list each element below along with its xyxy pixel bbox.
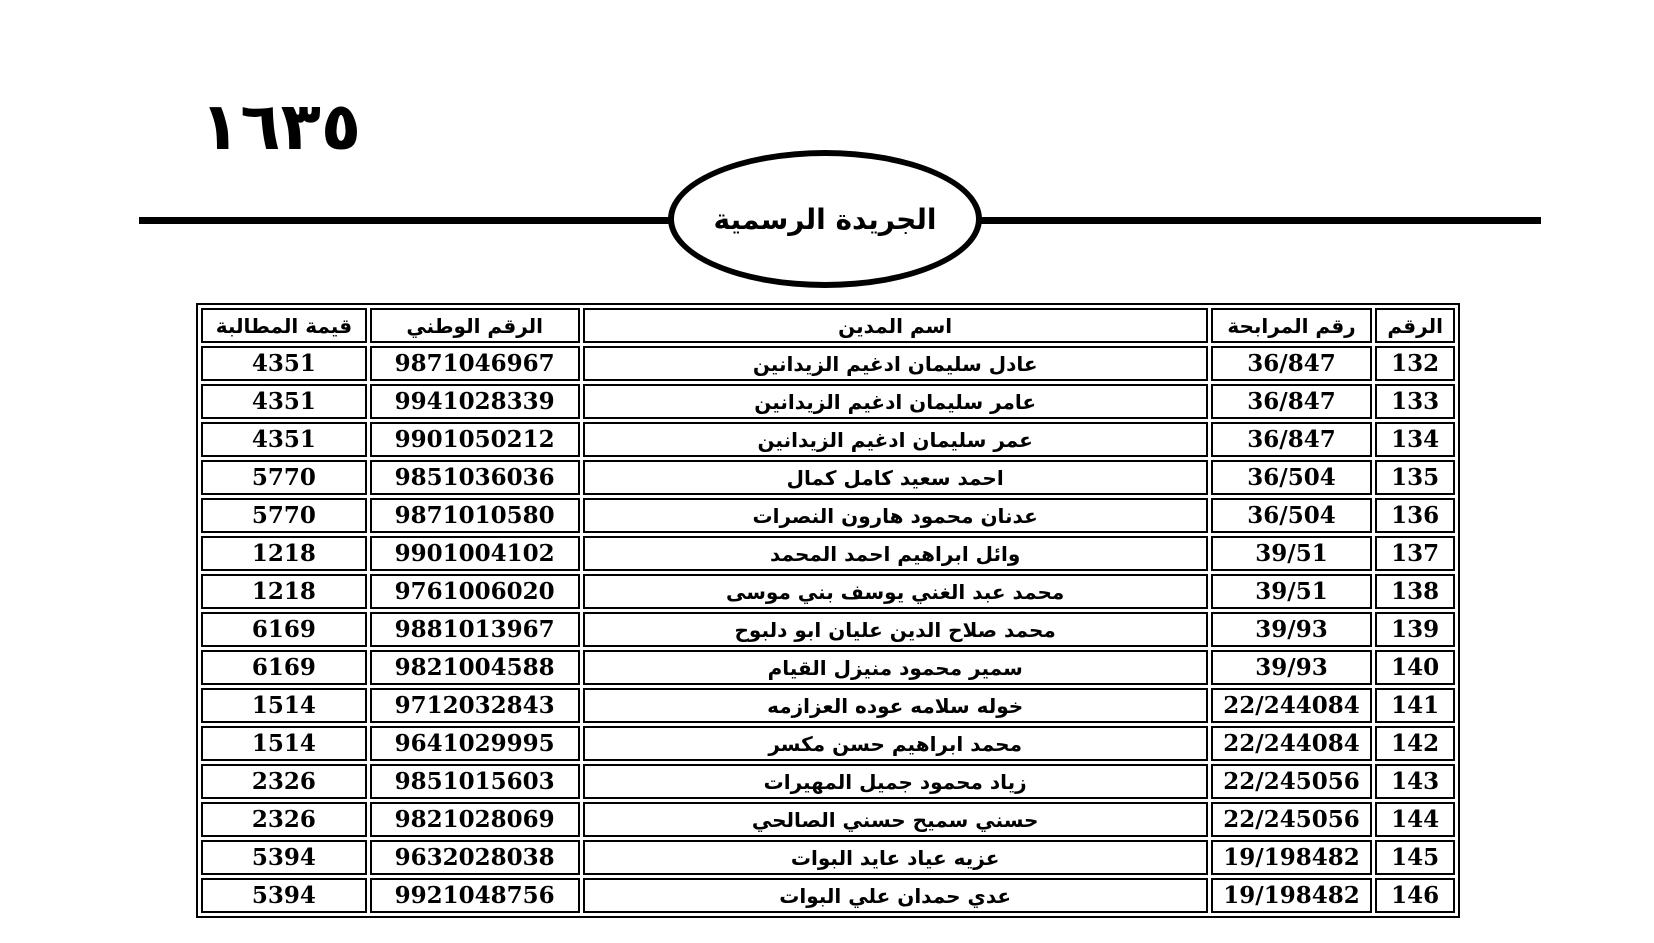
- cell-debtor: محمد ابراهيم حسن مكسر: [583, 726, 1208, 761]
- table-row: [201, 726, 1455, 761]
- cell-murabaha: 22/245056: [1211, 802, 1373, 837]
- cell-index: 138: [1375, 574, 1455, 609]
- cell-claim: 5394: [201, 840, 367, 875]
- cell-claim: 4351: [201, 384, 367, 419]
- cell-national-id: 9821004588: [370, 650, 580, 685]
- cell-claim: 1514: [201, 726, 367, 761]
- table-row: [201, 346, 1455, 381]
- cell-debtor: عمر سليمان ادغيم الزيدانين: [583, 422, 1208, 457]
- table-row: [201, 422, 1455, 457]
- table-row: [201, 574, 1455, 609]
- cell-index: 133: [1375, 384, 1455, 419]
- cell-national-id: 9761006020: [370, 574, 580, 609]
- cell-national-id: 9901050212: [370, 422, 580, 457]
- cell-national-id: 9921048756: [370, 878, 580, 913]
- header-murabaha: رقم المرابحة: [1211, 308, 1373, 343]
- cell-national-id: 9871010580: [370, 498, 580, 533]
- cell-debtor: عزيه عياد عايد البوات: [583, 840, 1208, 875]
- table-row: [201, 802, 1455, 837]
- table-row: [201, 878, 1455, 913]
- cell-debtor: عامر سليمان ادغيم الزيدانين: [583, 384, 1208, 419]
- table-row: [201, 840, 1455, 875]
- cell-murabaha: 39/93: [1211, 612, 1373, 647]
- table-row: [201, 384, 1455, 419]
- cell-debtor: عدنان محمود هارون النصرات: [583, 498, 1208, 533]
- cell-claim: 1218: [201, 536, 367, 571]
- cell-murabaha: 22/245056: [1211, 764, 1373, 799]
- cell-debtor: زياد محمود جميل المهيرات: [583, 764, 1208, 799]
- cell-claim: 4351: [201, 346, 367, 381]
- cell-murabaha: 36/847: [1211, 422, 1373, 457]
- header-claim: قيمة المطالبة: [201, 308, 367, 343]
- table-row: [201, 612, 1455, 647]
- cell-claim: 5394: [201, 878, 367, 913]
- cell-index: 137: [1375, 536, 1455, 571]
- cell-murabaha: 39/93: [1211, 650, 1373, 685]
- cell-national-id: 9871046967: [370, 346, 580, 381]
- cell-index: 142: [1375, 726, 1455, 761]
- cell-debtor: عادل سليمان ادغيم الزيدانين: [583, 346, 1208, 381]
- cell-murabaha: 39/51: [1211, 574, 1373, 609]
- cell-national-id: 9901004102: [370, 536, 580, 571]
- table-body: [201, 346, 1455, 913]
- cell-murabaha: 36/847: [1211, 346, 1373, 381]
- cell-debtor: عدي حمدان علي البوات: [583, 878, 1208, 913]
- cell-murabaha: 22/244084: [1211, 688, 1373, 723]
- cell-national-id: 9851036036: [370, 460, 580, 495]
- cell-national-id: 9851015603: [370, 764, 580, 799]
- table-header-row: [201, 308, 1455, 343]
- masthead-title: الجريدة الرسمية: [713, 202, 937, 236]
- cell-debtor: حسني سميح حسني الصالحي: [583, 802, 1208, 837]
- cell-national-id: 9821028069: [370, 802, 580, 837]
- cell-murabaha: 36/504: [1211, 460, 1373, 495]
- cell-debtor: سمير محمود منيزل القيام: [583, 650, 1208, 685]
- table-row: [201, 688, 1455, 723]
- cell-claim: 5770: [201, 498, 367, 533]
- cell-claim: 6169: [201, 650, 367, 685]
- cell-index: 135: [1375, 460, 1455, 495]
- cell-murabaha: 19/198482: [1211, 878, 1373, 913]
- cell-index: 145: [1375, 840, 1455, 875]
- cell-claim: 4351: [201, 422, 367, 457]
- cell-murabaha: 19/198482: [1211, 840, 1373, 875]
- header-index: الرقم: [1375, 308, 1455, 343]
- header-national-id: الرقم الوطني: [370, 308, 580, 343]
- cell-murabaha: 36/847: [1211, 384, 1373, 419]
- table-row: [201, 764, 1455, 799]
- cell-index: 143: [1375, 764, 1455, 799]
- cell-debtor: محمد عبد الغني يوسف بني موسى: [583, 574, 1208, 609]
- cell-national-id: 9641029995: [370, 726, 580, 761]
- cell-claim: 2326: [201, 802, 367, 837]
- cell-index: 144: [1375, 802, 1455, 837]
- cell-debtor: وائل ابراهيم احمد المحمد: [583, 536, 1208, 571]
- table-row: [201, 650, 1455, 685]
- cell-national-id: 9712032843: [370, 688, 580, 723]
- cell-debtor: خوله سلامه عوده العزازمه: [583, 688, 1208, 723]
- cell-index: 141: [1375, 688, 1455, 723]
- table-row: [201, 460, 1455, 495]
- cell-debtor: محمد صلاح الدين عليان ابو دلبوح: [583, 612, 1208, 647]
- cell-claim: 6169: [201, 612, 367, 647]
- cell-index: 136: [1375, 498, 1455, 533]
- cell-debtor: احمد سعيد كامل كمال: [583, 460, 1208, 495]
- cell-murabaha: 36/504: [1211, 498, 1373, 533]
- cell-index: 139: [1375, 612, 1455, 647]
- cell-index: 140: [1375, 650, 1455, 685]
- header-debtor: اسم المدين: [583, 308, 1208, 343]
- cell-claim: 1218: [201, 574, 367, 609]
- cell-national-id: 9941028339: [370, 384, 580, 419]
- cell-national-id: 9632028038: [370, 840, 580, 875]
- table-row: [201, 536, 1455, 571]
- page-number: ١٦٣٥: [200, 88, 362, 165]
- cell-claim: 1514: [201, 688, 367, 723]
- cell-index: 134: [1375, 422, 1455, 457]
- cell-national-id: 9881013967: [370, 612, 580, 647]
- cell-claim: 2326: [201, 764, 367, 799]
- table-row: [201, 498, 1455, 533]
- masthead-oval: [668, 150, 982, 288]
- cell-index: 132: [1375, 346, 1455, 381]
- cell-index: 146: [1375, 878, 1455, 913]
- claims-table: [196, 303, 1460, 918]
- cell-claim: 5770: [201, 460, 367, 495]
- cell-murabaha: 39/51: [1211, 536, 1373, 571]
- cell-murabaha: 22/244084: [1211, 726, 1373, 761]
